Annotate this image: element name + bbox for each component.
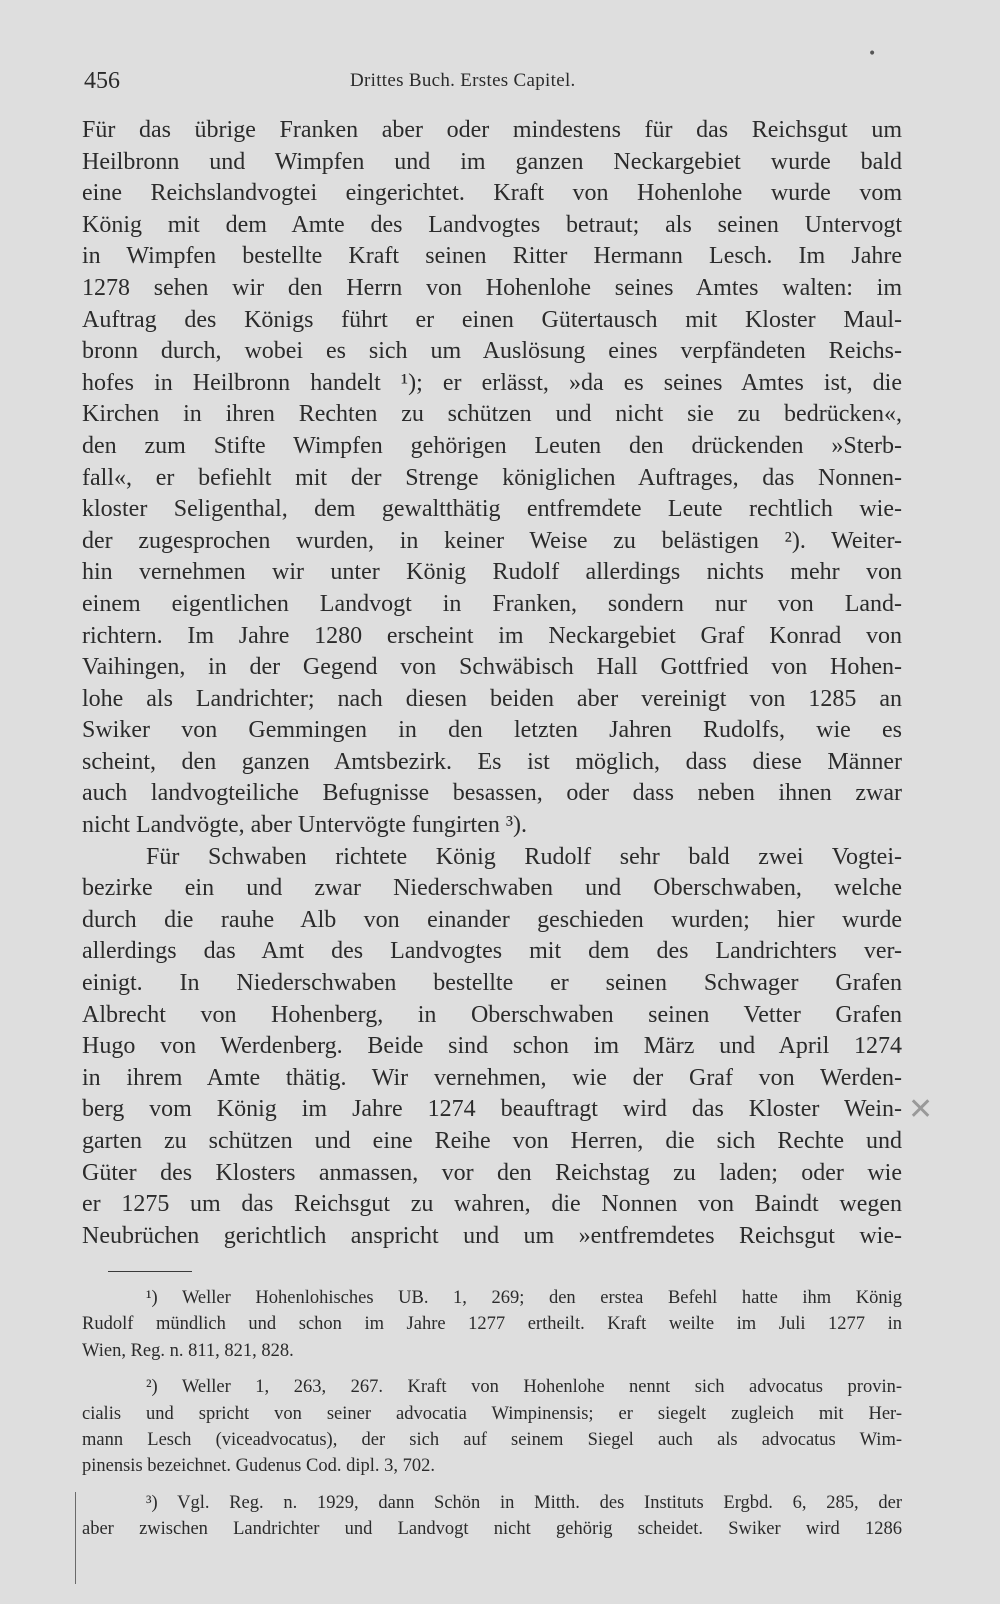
text-line: kloster Seligenthal, dem gewaltthätig entfremdete Leute rechtlich wie- (82, 496, 902, 523)
text-line: bronn durch, wobei es sich um Auslösung eines verpfändeten Reichs- (82, 338, 902, 365)
text-line: einigt. In Niederschwaben bestellte er seinen Schwager Grafen (82, 970, 902, 997)
text-line: Heilbronn und Wimpfen und im ganzen Neckargebiet wurde bald (82, 148, 902, 175)
text-line: Güter des Klosters anmassen, vor den Reichstag zu laden; oder wie (82, 1159, 902, 1186)
text-line: Neubrüchen gerichtlich anspricht und um »entfremdetes Reichsgut wie- (82, 1222, 902, 1249)
page-number: 456 (84, 68, 120, 94)
text-line: auch landvogteiliche Befugnisse besassen, oder dass neben ihnen zwar (82, 780, 902, 807)
text-line: hin vernehmen wir unter König Rudolf allerdings nichts mehr von (82, 559, 902, 586)
text-line: nicht Landvögte, aber Untervögte fungirten ³). (82, 812, 528, 839)
footnotes (82, 1285, 902, 1543)
text-line: in ihrem Amte thätig. Wir vernehmen, wie der Graf von Werden- (82, 1064, 902, 1091)
text-line: einem eigentlichen Landvogt in Franken, sondern nur von Land- (82, 590, 902, 617)
margin-x-mark: ✕ (908, 1093, 934, 1126)
footnote-3 (82, 1490, 902, 1543)
footnote-1 (82, 1285, 902, 1364)
text-line: König mit dem Amte des Landvogtes betraut; als seinen Untervogt (82, 211, 902, 238)
footnote-2 (82, 1374, 902, 1480)
footnote-line: Rudolf mündlich und schon im Jahre 1277 ertheilt. Kraft weilte im Juli 1277 in (82, 1314, 902, 1335)
footnote-line: Wien, Reg. n. 811, 821, 828. (82, 1340, 294, 1361)
text-line: 1278 sehen wir den Herrn von Hohenlohe seines Amtes walten: im (82, 274, 902, 301)
footnote-rule (108, 1271, 192, 1272)
text-line: bezirke ein und zwar Niederschwaben und Oberschwaben, welche (82, 875, 902, 902)
footnote-line: aber zwischen Landrichter und Landvogt nicht gehörig scheidet. Swiker wird 1286 (82, 1519, 902, 1540)
margin-pencil-mark (75, 1492, 76, 1584)
text-line: fall«, er befiehlt mit der Strenge königlichen Auftrages, das Nonnen- (82, 464, 902, 491)
footnote-line: cialis und spricht von seiner advocatia Wimpinensis; er siegelt zugleich mit Her- (82, 1403, 902, 1424)
text-line: den zum Stifte Wimpfen gehörigen Leuten den drückenden »Sterb- (82, 432, 902, 459)
footnote-line: ³) Vgl. Reg. n. 1929, dann Schön in Mitth. des Instituts Ergbd. 6, 285, der (146, 1492, 902, 1513)
running-head: Drittes Buch. Erstes Capitel. (350, 70, 576, 91)
text-line: garten zu schützen und eine Reihe von Herren, die sich Rechte und (82, 1128, 902, 1154)
text-line: Albrecht von Hohenberg, in Oberschwaben seinen Vetter Grafen (82, 1001, 902, 1028)
text-line: lohe als Landrichter; nach diesen beiden aber vereinigt von 1285 an (82, 685, 902, 712)
text-line: Vaihingen, in der Gegend von Schwäbisch Hall Gottfried von Hohen- (82, 654, 902, 681)
text-line: eine Reichslandvogtei eingerichtet. Kraft von Hohenlohe wurde vom (82, 180, 902, 207)
text-line: scheint, den ganzen Amtsbezirk. Es ist möglich, dass diese Männer (82, 748, 902, 775)
text-line: Auftrag des Königs führt er einen Gütertausch mit Kloster Maul- (82, 306, 902, 333)
footnote-line: pinensis bezeichnet. Gudenus Cod. dipl. 3, 702. (82, 1456, 435, 1477)
page-header (82, 46, 902, 96)
text-line: in Wimpfen bestellte Kraft seinen Ritter Hermann Lesch. Im Jahre (82, 243, 902, 270)
text-line: durch die rauhe Alb von einander geschieden wurden; hier wurde (82, 906, 902, 933)
text-line: der zugesprochen wurden, in keiner Weise zu belästigen ²). Weiter- (82, 527, 902, 554)
main-text (82, 115, 902, 1252)
text-line: Swiker von Gemmingen in den letzten Jahren Rudolfs, wie es (82, 717, 902, 744)
footnote-line: ²) Weller 1, 263, 267. Kraft von Hohenlohe nennt sich advocatus provin- (146, 1377, 902, 1398)
text-line: er 1275 um das Reichsgut zu wahren, die Nonnen von Baindt wegen (82, 1191, 902, 1218)
text-line: Kirchen in ihren Rechten zu schützen und nicht sie zu bedrücken«, (82, 401, 902, 428)
text-line: allerdings das Amt des Landvogtes mit dem des Landrichters ver- (82, 938, 902, 965)
text-line: Hugo von Werdenberg. Beide sind schon im März und April 1274 (82, 1033, 902, 1060)
text-line: hofes in Heilbronn handelt ¹); er erlässt, »da es seines Amtes ist, die (82, 369, 902, 396)
text-line: Für Schwaben richtete König Rudolf sehr bald zwei Vogtei- (146, 843, 902, 870)
text-line: richtern. Im Jahre 1280 erscheint im Neckargebiet Graf Konrad von (82, 622, 902, 649)
footnote-line: ¹) Weller Hohenlohisches UB. 1, 269; den erstea Befehl hatte ihm König (146, 1288, 902, 1308)
text-line: berg vom König im Jahre 1274 beauftragt wird das Kloster Wein- (82, 1096, 902, 1123)
ink-dot: • (868, 46, 877, 62)
text-line: Für das übrige Franken aber oder mindestens für das Reichsgut um (82, 117, 902, 143)
footnote-line: mann Lesch (viceadvocatus), der sich auf seinem Siegel auch als advocatus Wim- (82, 1429, 902, 1450)
